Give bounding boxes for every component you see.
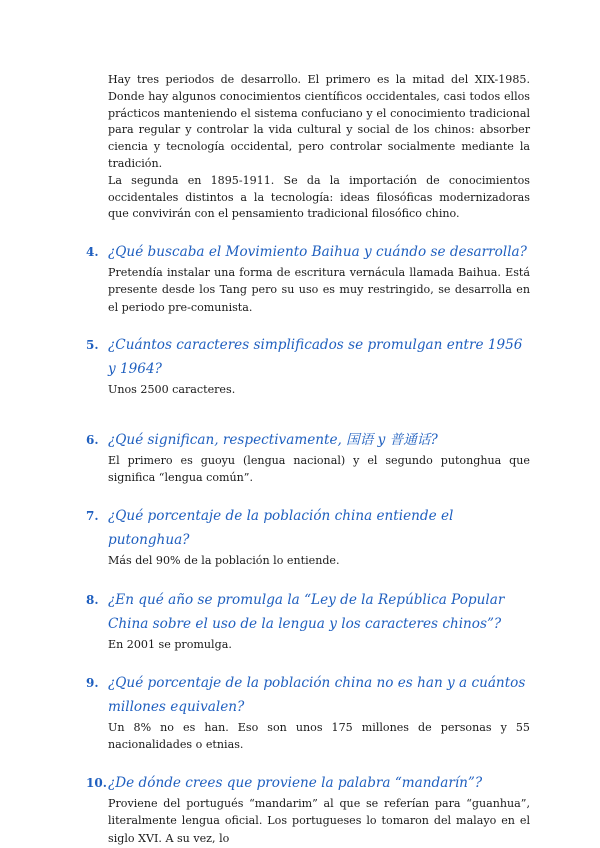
- question-number: 6.: [86, 432, 99, 447]
- intro-paragraph-2: La segunda en 1895-1911. Se da la importación de conocimientos occidentales distintos a la tecnología: ideas filosóficas modernizadoras que convivirán con el pensamiento tradicional filosófico chino.: [108, 173, 530, 221]
- question-text: ¿Qué buscaba el Movimiento Baihua y cuándo se desarrolla?: [108, 244, 527, 261]
- question-heading: [86, 588, 530, 636]
- question-block-10: [86, 771, 530, 847]
- question-heading: [86, 428, 530, 452]
- answer-text: El primero es guoyu (lengua nacional) y el segundo putonghua que significa “lengua común”.: [108, 453, 530, 485]
- question-heading: [86, 771, 530, 795]
- question-number: 9.: [86, 675, 99, 690]
- answer-text: Un 8% no es han. Eso son unos 175 millones de personas y 55 nacionalidades o etnias.: [108, 720, 530, 751]
- answer-text: Pretendía instalar una forma de escritura vernácula llamada Baihua. Está presente desde los Tang pero su uso es muy restringido, se desarrolla en el periodo pre-comunista.: [108, 266, 530, 314]
- question-text: ¿Cuántos caracteres simplificados se promulgan entre 1956 y 1964?: [108, 336, 523, 377]
- question-block-6: [86, 428, 530, 486]
- answer-text: Unos 2500 caracteres.: [108, 382, 236, 396]
- question-number: 8.: [86, 592, 99, 607]
- question-number: 10.: [86, 776, 107, 791]
- question-text: ¿De dónde crees que proviene la palabra “mandarín”?: [108, 775, 483, 792]
- question-block-5: [86, 333, 530, 398]
- question-heading: [86, 333, 530, 381]
- question-text: ¿Qué porcentaje de la población china no es han y a cuántos millones equivalen?: [108, 674, 526, 715]
- question-heading: [86, 671, 530, 719]
- question-block-7: [86, 504, 530, 569]
- question-text: ¿Qué porcentaje de la población china entiende el putonghua?: [108, 508, 454, 549]
- question-block-4: [86, 240, 530, 316]
- answer-text: En 2001 se promulga.: [108, 637, 232, 651]
- question-text: ¿En qué año se promulga la “Ley de la República Popular China sobre el uso de la lengua y los caracteres chinos”?: [108, 591, 505, 632]
- answer-text: Más del 90% de la población lo entiende.: [108, 554, 340, 568]
- question-number: 4.: [86, 245, 99, 260]
- question-block-9: [86, 671, 530, 753]
- question-text: ¿Qué significan, respectivamente, 国语 y 普通话?: [108, 431, 438, 448]
- question-number: 7.: [86, 509, 99, 524]
- intro-paragraph-1: Hay tres periodos de desarrollo. El primero es la mitad del XIX-1985. Donde hay algunos conocimientos científicos occidentales, casi todos ellos prácticos manteniendo el sistema confuciano y el conocimiento tradicional para regular y controlar la vida cultural y social de los chinos: absorber ciencia y tecnología occidental, pero controlar socialmente mediante la tradición.: [108, 73, 530, 170]
- question-heading: [86, 504, 530, 552]
- question-block-8: [86, 588, 530, 653]
- answer-text: Proviene del portugués “mandarim” al que se referían para “guanhua”, literalmente lengua oficial. Los portugueses lo tomaron del malayo en el siglo XVI. A su vez, lo: [108, 797, 530, 845]
- question-heading: [86, 240, 530, 264]
- question-number: 5.: [86, 337, 99, 352]
